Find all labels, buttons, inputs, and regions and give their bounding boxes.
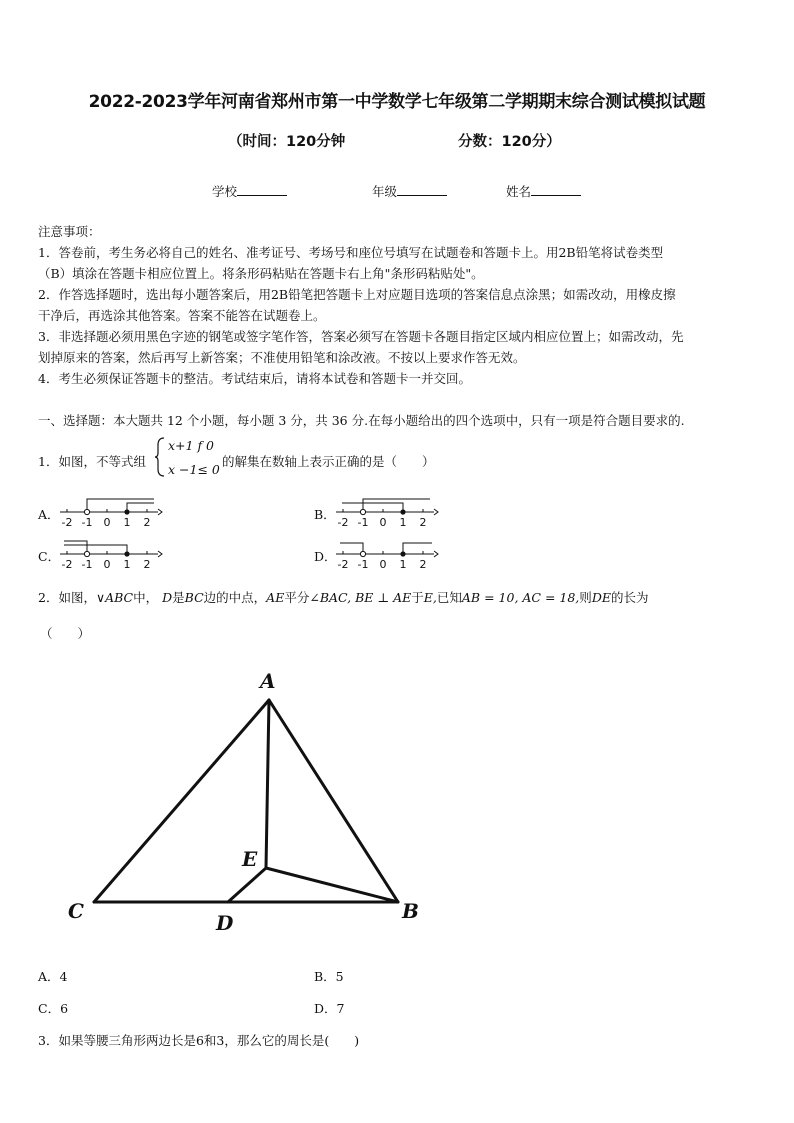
school-label: 学校 [212, 184, 238, 199]
q2-option-a: A．4 [38, 969, 68, 984]
grade-blank [397, 183, 447, 196]
tick-label: 1 [123, 516, 131, 528]
tick-label: -1 [81, 558, 93, 570]
tick-label: -2 [337, 558, 349, 570]
q1-numberline-c [58, 536, 168, 570]
q2-text: 中， [133, 590, 159, 605]
school-field [212, 182, 287, 200]
tick-label: -1 [357, 516, 369, 528]
q2-text: 于 [411, 590, 424, 605]
vertex-label-d: D [216, 911, 234, 935]
q2-option-d: D．7 [314, 1001, 345, 1016]
q1-option-c-label: C． [38, 549, 61, 564]
segment-ab [269, 700, 398, 902]
q2-text: 已知 [436, 590, 462, 605]
score-label: 分数：120分） [458, 134, 561, 150]
notes-heading: 注意事项： [38, 224, 101, 239]
q2-math: BC [184, 590, 204, 605]
vertex-label-c: C [68, 899, 84, 923]
q2-math: DE [591, 590, 611, 605]
section-heading: 一、选择题：本大题共 12 个小题，每小题 3 分，共 36 分.在每小题给出的四个选项中，只有一项是符合题目要求的. [38, 413, 685, 428]
q1-brace [154, 437, 166, 477]
tick-label: -2 [61, 516, 73, 528]
q1-ineq-1: x+1 f 0 [168, 438, 215, 453]
q2-math: AB = 10, AC = 18, [461, 590, 580, 605]
notes-block [38, 221, 763, 389]
note-line: 1．答卷前，考生务必将自己的姓名、准考证号、考场号和座位号填写在试题卷和答题卡上。用2B铅笔将试卷类型 [38, 245, 664, 260]
q1-option-d-label: D． [314, 549, 337, 564]
tick-label: 2 [419, 558, 427, 570]
q2-text: 平分 [284, 590, 310, 605]
segment-ac [94, 700, 269, 902]
tick-label: 2 [143, 516, 151, 528]
q2-answer-paren: （ ） [40, 626, 91, 641]
tick-label: 2 [143, 558, 151, 570]
tick-label: 0 [103, 558, 111, 570]
tick-label: -1 [357, 558, 369, 570]
tick-label: 0 [103, 516, 111, 528]
q2-option-c: C．6 [38, 1001, 69, 1016]
note-line: 4．考生必须保证答题卡的整洁。考试结束后，请将本试卷和答题卡一并交回。 [38, 371, 471, 386]
q1-prefix: 1．如图，不等式组 [38, 454, 146, 469]
q1-option-b-label: B． [314, 507, 336, 522]
q1-ineq-2: x −1≤ 0 [168, 462, 220, 477]
note-line: 2．作答选择题时，选出每小题答案后，用2B铅笔把答题卡上对应题目选项的答案信息点涂黑；如需改动，用橡皮擦 [38, 287, 676, 302]
q2-math: ∨ABC [95, 590, 134, 605]
note-line: 3．非选择题必须用黑色字迹的钢笔或签字笔作答，答案必须写在答题卡各题目指定区域内相应位置上；如需改动，先 [38, 329, 684, 344]
tick-label: -2 [61, 558, 73, 570]
tick-label: 1 [399, 558, 407, 570]
note-line: 划掉原来的答案，然后再写上新答案；不准使用铅笔和涂改液。不按以上要求作答无效。 [38, 350, 526, 365]
name-blank [531, 183, 581, 196]
q3-stem: 3．如果等腰三角形两边长是6和3，那么它的周长是( ) [38, 1033, 360, 1048]
tick-label: 1 [399, 516, 407, 528]
q1-option-a-label: A． [38, 507, 60, 522]
q2-math: E, [423, 590, 437, 605]
q1-numberline-d [334, 536, 444, 570]
segment-ae [266, 700, 269, 868]
q2-triangle-figure [60, 660, 440, 940]
tick-label: -1 [81, 516, 93, 528]
tick-label: 2 [419, 516, 427, 528]
q2-text: 的长为 [610, 590, 649, 605]
vertex-label-b: B [402, 899, 419, 923]
name-label: 姓名 [506, 184, 532, 199]
vertex-label-a: A [260, 669, 276, 693]
time-label: （时间：120分钟 [228, 134, 346, 150]
school-blank [237, 183, 287, 196]
q1-numberline-a [58, 494, 168, 528]
q2-math: AE [266, 590, 285, 605]
q1-suffix: 的解集在数轴上表示正确的是（ ） [222, 454, 435, 469]
tick-label: -2 [337, 516, 349, 528]
q1-numberline-b [334, 494, 444, 528]
tick-label: 0 [379, 516, 387, 528]
tick-label: 1 [123, 558, 131, 570]
note-line: （B）填涂在答题卡相应位置上。将条形码粘贴在答题卡右上角"条形码粘贴处"。 [38, 266, 484, 281]
grade-field [372, 182, 447, 200]
q2-text: 边的中点， [203, 590, 267, 605]
tick-label: 0 [379, 558, 387, 570]
q2-text: 2．如图， [38, 590, 96, 605]
note-line: 干净后，再选涂其他答案。答案不能答在试题卷上。 [38, 308, 326, 323]
q2-text: 则 [579, 590, 592, 605]
page-title: 2022-2023学年河南省郑州市第一中学数学七年级第二学期期末综合测试模拟试题 [88, 92, 706, 112]
vertex-label-e: E [242, 847, 258, 871]
grade-label: 年级 [372, 184, 398, 199]
segment-ed [228, 868, 266, 902]
q2-text: 是 [172, 590, 185, 605]
q2-stem [38, 588, 778, 606]
q2-math: D [162, 590, 173, 605]
name-field [506, 182, 581, 200]
q2-math: ∠BAC, BE ⊥ AE [309, 590, 412, 605]
q2-option-b: B．5 [314, 969, 344, 984]
